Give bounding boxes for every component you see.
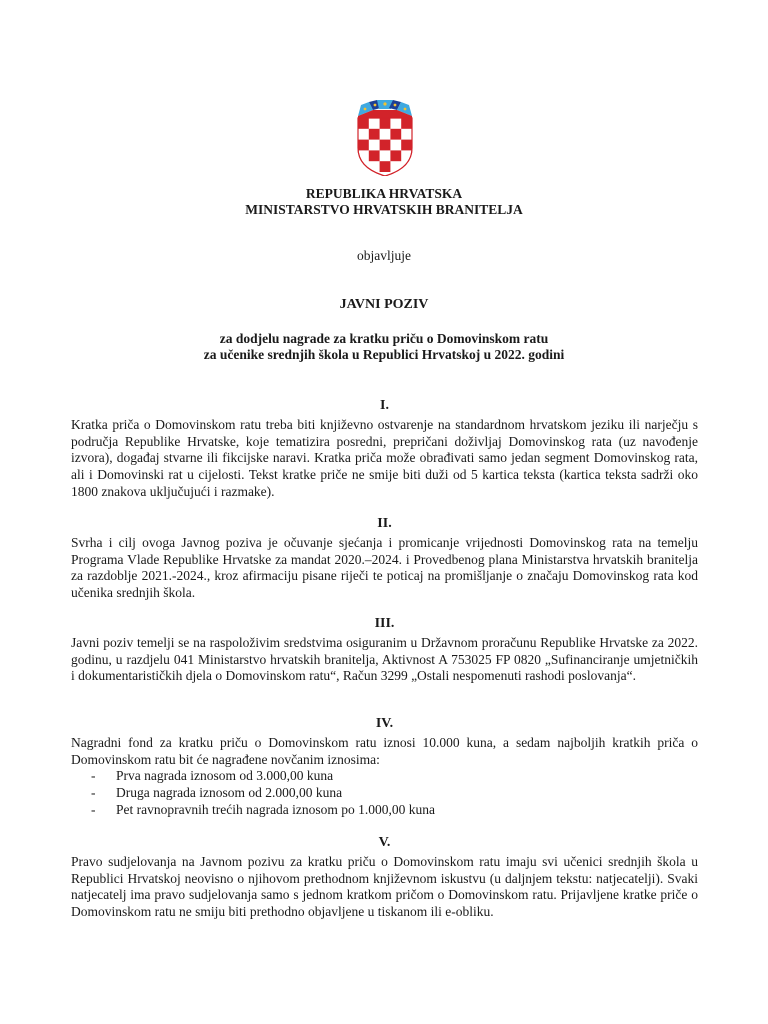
dash-marker: - [91,785,96,801]
section-number: II. [377,516,392,531]
dash-marker: - [91,801,96,817]
document-subtitle [0,331,768,363]
subtitle-line-2: za učenike srednjih škola u Republici Hrvatskoj u 2022. godini [203,347,565,362]
section-text: Nagradni fond za kratku priču o Domovinskom ratu iznosi 10.000 kuna, a sedam najboljih kratkih priča o Domovinskom ratu bit će nagrađene novčanim iznosima: [71,734,698,767]
republic-name: REPUBLIKA HRVATSKA [305,186,463,201]
award-list [71,768,698,818]
section-number: V. [378,835,391,850]
section-3 [71,616,698,685]
section-number: IV. [375,716,394,731]
croatian-coat-of-arms-icon [355,100,415,176]
subtitle-line-1: za dodjelu nagrade za kratku priču o Domovinskom ratu [219,331,549,346]
section-number: I. [380,398,389,413]
section-5 [71,835,698,921]
section-2 [71,516,698,602]
section-text: Kratka priča o Domovinskom ratu treba biti književno ostvarenje na standardnom hrvatskom jeziku ili narječju s područja Republike Hrvatske, koje tematizira posredni, prepričani doživljaj Domovinskog rata (uz navođenje izvora), događaj stvarne ili fikcijske naravi. Kratka priča može obrađivati samo jedan segment Domovinskog rata, ali i Domovinski rat u cijelosti. Tekst kratke priče ne smije biti duži od 5 kartica teksta (kartica teksta sadrži oko 1800 znakova uključujući i razmake). [71,416,698,499]
issuer-heading [0,186,768,218]
list-item [71,785,698,802]
award-text: Prva nagrada iznosom od 3.000,00 kuna [116,768,334,784]
announces-label: objavljuje [357,248,411,263]
ministry-name: MINISTARSTVO HRVATSKIH BRANITELJA [245,202,523,217]
dash-marker: - [91,768,96,784]
section-1 [71,398,698,501]
award-text: Pet ravnopravnih trećih nagrada iznosom po 1.000,00 kuna [116,801,436,817]
section-number: III. [374,616,395,631]
section-text: Pravo sudjelovanja na Javnom pozivu za kratku priču o Domovinskom ratu imaju svi učenici srednjih škola u Republici Hrvatskoj neovisno o njihovom prethodnom književnom iskustvu (u daljnjem tekstu: natjecatelji). Svaki natjecatelj ima pravo sudjelovanja samo s jednom kratkom pričom o Domovinskom ratu. Prijavljene kratke priče o Domovinskom ratu ne smiju biti prethodno objavljene u tiskanom ili e-obliku. [71,853,698,920]
list-item [71,802,698,819]
section-text: Javni poziv temelji se na raspoloživim sredstvima osiguranim u Državnom proračunu Republike Hrvatske za 2022. godinu, u razdjelu 041 Ministarstvo hrvatskih branitelja, Aktivnost A 753025 FP 0820 „Sufinanciranje umjetničkih i dokumentarističkih djela o Domovinskom ratu“, Račun 3299 „Ostali nespomenuti rashodi poslovanja“. [71,634,698,684]
section-4 [71,716,698,819]
list-item [71,768,698,785]
section-text: Svrha i cilj ovoga Javnog poziva je očuvanje sjećanja i promicanje vrijednosti Domovinskog rata na temelju Programa Vlade Republike Hrvatske za mandat 2020.–2024. i Provedbenog plana Ministarstva hrvatskih branitelja za razdoblje 2021.-2024., kroz afirmaciju pisane riječi te poticaj na promišljanje o značaju Domovinskog rata kod učenika srednjih škola. [71,534,698,601]
document-title: JAVNI POZIV [339,297,429,312]
award-text: Druga nagrada iznosom od 2.000,00 kuna [116,785,343,801]
